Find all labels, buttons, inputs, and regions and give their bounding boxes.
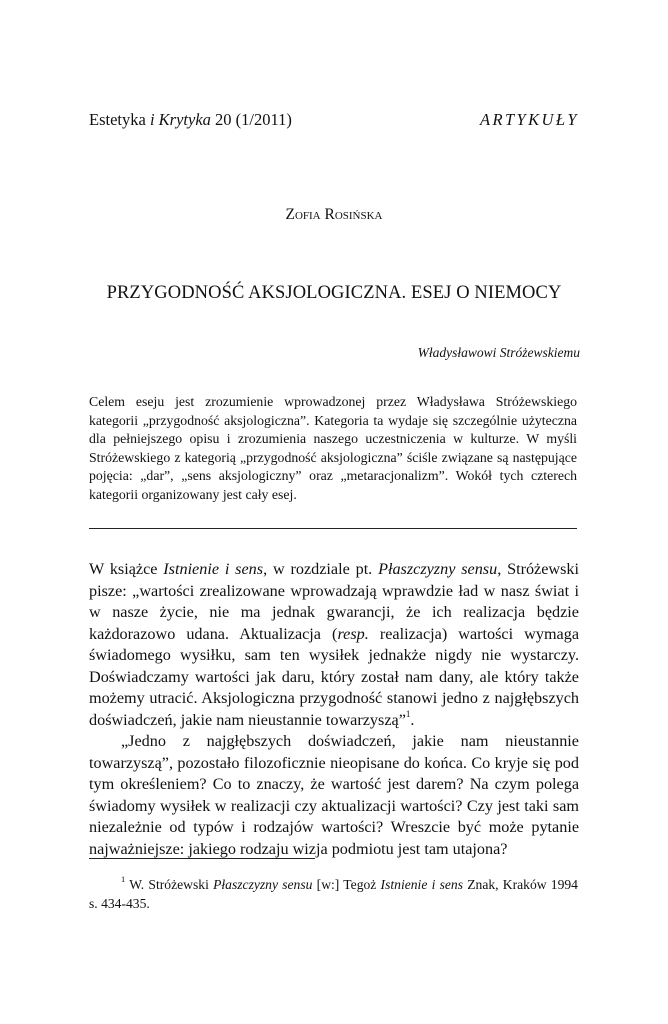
journal-name-italic: i Krytyka <box>149 110 211 129</box>
text-run: , w rozdziale pt. <box>263 560 379 578</box>
journal-issue: 20 (1/2011) <box>215 110 292 129</box>
text-run: [w:] Tegoż <box>312 877 381 892</box>
cited-book: Istnienie i sens <box>380 877 463 892</box>
author-last-initial: R <box>324 206 335 223</box>
body-text <box>89 559 579 860</box>
footnote-divider <box>89 858 315 859</box>
footnote-1 <box>89 876 578 913</box>
footnote-mark: 1 <box>121 874 126 885</box>
text-run: realizacja) wartości wymaga świadomego wysiłku, sam ten wysiłek jednakże nigdy nie wystarczy. Doświadczamy wartości jak daru, który został nam dany, ale który także możemy utracić. Aksjologiczna przygodność stanowi jedno z najgłębszych doświadczeń, jakie nam nieustannie towarzyszą” <box>89 624 580 729</box>
paragraph-2: „Jedno z najgłębszych doświadczeń, jakie nam nieustannie towarzyszą”, pozostało filozoficznie nieopisane do końca. Co kryje się pod tym określeniem? Co to znaczy, że wartość jest darem? Na czym polega świadomy wysiłek w realizacji czy aktualizacji wartości? Czy jest taki sam niezależnie od typów i rodzajów wartości? Wreszcie być może pytanie najważniejsze: jakiego rodzaju wizja podmiotu jest tam utajona? <box>89 732 579 858</box>
paragraph-1 <box>89 559 579 731</box>
author-last-rest: osińska <box>334 206 383 223</box>
journal-name: Estetyka <box>89 110 146 129</box>
text-run: W. Stróżewski <box>125 877 214 892</box>
author-first-rest: ofia <box>294 206 321 223</box>
text-run: W książce <box>89 560 164 578</box>
running-head <box>89 110 579 130</box>
book-title: Istnienie i sens <box>163 560 264 578</box>
abstract-divider <box>89 528 577 529</box>
text-run: Znak, Kraków 1994 s. 434-435. <box>89 877 578 911</box>
author-name <box>0 206 668 224</box>
cited-title: Płaszczyzny sensu <box>213 877 313 892</box>
chapter-title: Płaszczyzny sensu <box>378 560 498 578</box>
journal-citation <box>89 110 292 130</box>
article-title: PRZYGODNOŚĆ AKSJOLOGICZNA. ESEJ O NIEMOCY <box>106 283 562 303</box>
resp-abbrev: resp. <box>337 624 369 643</box>
abstract: Celem eseju jest zrozumienie wprowadzonej przez Władysława Stróżewskiego kategorii „przygodność aksjologiczna”. Kategoria ta wydaje się szczególnie użyteczna dla pełniejszego opisu i zrozumienia naszego uczestniczenia w kulturze. W myśli Stróżewskiego z kategorią „przygodność aksjologiczna” ściśle związane są następujące pojęcia: „dar”, „sens aksjologiczny” oraz „metaracjonalizm”. Wokół tych czterech kategorii organizowany jest cały esej. <box>89 394 577 502</box>
text-run: , Stróżewski pisze: „wartości zrealizowane wprowadzają wprawdzie ład w nasz świat i w nasze życie, nie ma jednak gwarancji, że ich realizacja będzie każdorazowo udana. Aktualizacja ( <box>89 560 579 643</box>
author-first-initial: Z <box>285 206 295 223</box>
dedication: Władysławowi Stróżewskiemu <box>417 345 580 360</box>
footnote-ref[interactable]: 1 <box>405 709 411 720</box>
text-run: . <box>410 710 415 729</box>
section-label: ARTYKUŁY <box>480 110 579 129</box>
